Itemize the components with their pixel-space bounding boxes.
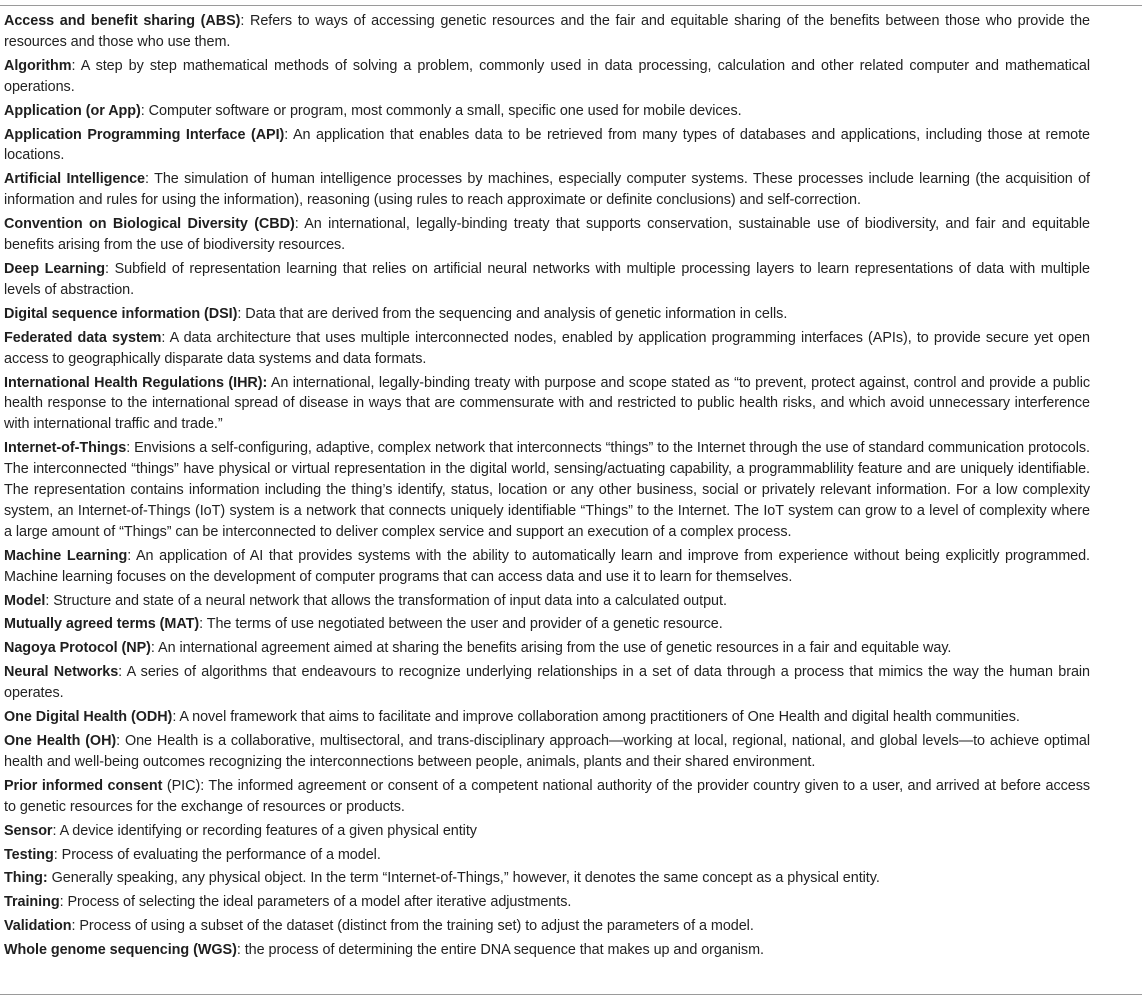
glossary-entry	[4, 662, 1090, 704]
glossary-term: One Digital Health (ODH)	[4, 709, 173, 726]
glossary-entry	[4, 438, 1090, 543]
glossary-entry	[4, 169, 1090, 211]
glossary-term: Digital sequence information (DSI)	[4, 305, 238, 322]
glossary-entry	[4, 101, 1090, 122]
glossary-entry	[4, 11, 1090, 53]
glossary-entries	[4, 11, 1090, 964]
glossary-term: Neural Networks	[4, 664, 119, 681]
glossary-entry	[4, 614, 1090, 635]
glossary-term: Sensor	[4, 822, 53, 839]
glossary-definition: : The terms of use negotiated between the user and provider of a genetic resource.	[199, 616, 723, 633]
glossary-definition: : the process of determining the entire DNA sequence that makes up and organism.	[236, 942, 764, 959]
glossary-entry	[4, 940, 1090, 961]
glossary-definition: An international, legally-binding treaty with purpose and scope stated as “to prevent, protect against, control and provide a public health response to the international spread of disease in ways that are commensurate with and restricted to public health risks, and which avoid unnecessary interference with international traffic and trade.”	[4, 374, 1090, 433]
glossary-term: Federated data system	[4, 329, 162, 346]
glossary-definition: : Structure and state of a neural network that allows the transformation of input data into a calculated output.	[45, 592, 727, 609]
glossary-definition: Generally speaking, any physical object. In the term “Internet-of-Things,” however, it denotes the same concept as a physical entity.	[47, 870, 880, 887]
glossary-definition: : Refers to ways of accessing genetic resources and the fair and equitable sharing of the benefits between those who provide the resources and those who use them.	[4, 13, 1090, 50]
table-top-rule	[0, 5, 1142, 6]
glossary-term: Algorithm	[4, 57, 72, 74]
glossary-entry	[4, 821, 1090, 842]
glossary-definition: : A step by step mathematical methods of solving a problem, commonly used in data processing, calculation and other related computer and mathematical operations.	[4, 57, 1090, 95]
glossary-term: International Health Regulations (IHR):	[4, 374, 268, 391]
glossary-term: Training	[4, 894, 60, 911]
glossary-entry	[4, 776, 1090, 818]
glossary-definition: : A novel framework that aims to facilitate and improve collaboration among practitioners of One Health and digital health communities.	[172, 709, 1020, 726]
glossary-definition: : Computer software or program, most commonly a small, specific one used for mobile devices.	[140, 102, 742, 119]
glossary-term: Testing	[4, 846, 54, 863]
glossary-term: Machine Learning	[4, 547, 128, 564]
glossary-definition: : An application that enables data to be retrieved from many types of databases and applications, including those at remote locations.	[4, 126, 1090, 164]
glossary-entry	[4, 638, 1090, 659]
glossary-entry	[4, 125, 1090, 167]
glossary-entry	[4, 546, 1090, 588]
glossary-entry	[4, 868, 1090, 889]
glossary-definition: : Process of using a subset of the dataset (distinct from the training set) to adjust the parameters of a model.	[71, 918, 754, 935]
glossary-definition: : Data that are derived from the sequencing and analysis of genetic information in cells.	[237, 305, 788, 322]
glossary-entry	[4, 845, 1090, 866]
glossary-term: Mutually agreed terms (MAT)	[4, 616, 200, 633]
glossary-term: Internet-of-Things	[4, 440, 127, 457]
glossary-entry	[4, 328, 1090, 370]
glossary-term: Prior informed consent	[4, 777, 163, 794]
glossary-term: Application (or App)	[4, 102, 141, 119]
glossary-entry	[4, 259, 1090, 301]
glossary-definition: : One Health is a collaborative, multisectoral, and trans-disciplinary approach—working at local, regional, national, and global levels—to achieve optimal health and well-being outcomes recognizing the interconnections between people, animals, plants and their shared environment.	[4, 733, 1090, 770]
glossary-entry	[4, 373, 1090, 436]
glossary-term: Validation	[4, 918, 72, 935]
glossary-definition: : Process of selecting the ideal parameters of a model after iterative adjustments.	[59, 894, 572, 911]
glossary-term: Thing:	[4, 870, 48, 887]
glossary-definition: : A series of algorithms that endeavours to recognize underlying relationships in a set of data through a process that mimics the way the human brain operates.	[4, 664, 1090, 702]
glossary-entry	[4, 304, 1090, 325]
glossary-term: Convention on Biological Diversity (CBD)	[4, 216, 295, 233]
glossary-definition: : Process of evaluating the performance of a model.	[53, 846, 381, 863]
glossary-entry	[4, 591, 1090, 612]
glossary-definition: : An application of AI that provides systems with the ability to automatically learn and improve from experience without being explicitly programmed. Machine learning focuses on the development of computer programs that can access data and use it to learn for themselves.	[4, 547, 1090, 585]
glossary-definition: : Subfield of representation learning that relies on artificial neural networks with multiple processing layers to learn representations of data with multiple levels of abstraction.	[4, 260, 1090, 298]
glossary-term: One Health (OH)	[4, 733, 117, 749]
glossary-term: Model	[4, 592, 46, 609]
glossary-term: Nagoya Protocol (NP)	[4, 640, 151, 657]
glossary-entry	[4, 707, 1090, 728]
glossary-definition: : Envisions a self-configuring, adaptive, complex network that interconnects “things” to the Internet through the use of standard communication protocols. The interconnected “things” have physical or virtual representation in the digital world, sensing/actuating capability, a programmablility feature and are uniquely identifiable. The representation contains information including the thing’s identify, status, location or any other business, social or privately relevant information. For a low complexity system, an Internet-of-Things (IoT) system is a network that connects uniquely identifiable “Things” to the Internet. The IoT system can grow to a level of complexity where a large amount of “Things” can be interconnected to deliver complex service and support an execution of a complex process.	[4, 440, 1090, 540]
glossary-entry	[4, 56, 1090, 98]
glossary-entry	[4, 892, 1090, 913]
glossary-definition: : An international, legally-binding treaty that supports conservation, sustainable use of biodiversity, and fair and equitable benefits arising from the use of biodiversity resources.	[4, 216, 1090, 254]
glossary-entry	[4, 214, 1090, 256]
glossary-definition: : The simulation of human intelligence processes by machines, especially computer systems. These processes include learning (the acquisition of information and rules for using the information), reasoning (using rules to reach approximate or definite conclusions) and self-correction.	[4, 171, 1090, 209]
glossary-term: Deep Learning	[4, 260, 105, 277]
glossary-term: Artificial Intelligence	[4, 171, 146, 188]
glossary-definition: : A device identifying or recording features of a given physical entity	[52, 822, 477, 839]
table-bottom-rule	[0, 994, 1142, 995]
glossary-term: Application Programming Interface (API)	[4, 126, 285, 143]
glossary-term: Access and benefit sharing (ABS)	[4, 13, 241, 29]
glossary-term: Whole genome sequencing (WGS)	[4, 942, 237, 959]
glossary-definition: : A data architecture that uses multiple interconnected nodes, enabled by application programming interfaces (APIs), to provide secure yet open access to geographically disparate data systems and data formats.	[4, 329, 1090, 367]
glossary-definition: : An international agreement aimed at sharing the benefits arising from the use of genetic resources in a fair and equitable way.	[150, 640, 952, 657]
glossary-definition: (PIC): The informed agreement or consent of a competent national authority of the provider country given to a user, and arrived at before access to genetic resources for the exchange of resources or products.	[4, 777, 1090, 815]
glossary-entry	[4, 731, 1090, 773]
glossary-entry	[4, 916, 1090, 937]
